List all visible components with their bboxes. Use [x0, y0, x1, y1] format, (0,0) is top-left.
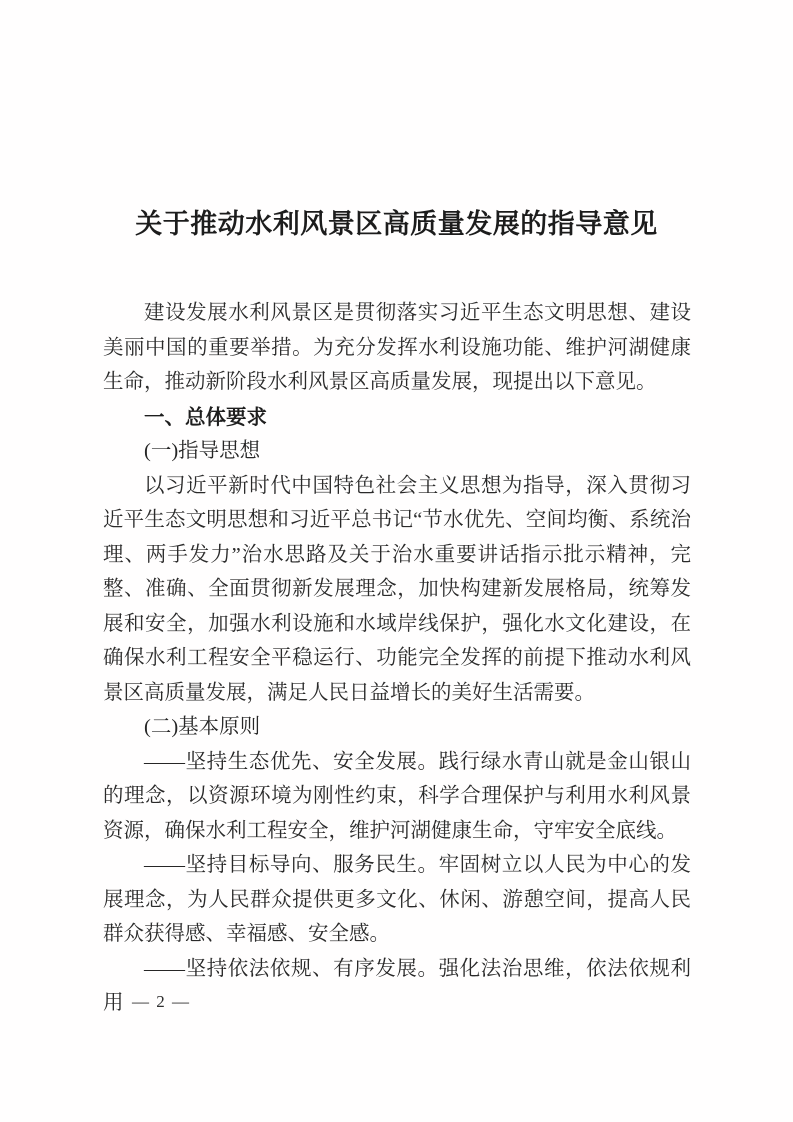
document-title: 关于推动水利风景区高质量发展的指导意见: [135, 209, 658, 239]
paragraph-preamble: 建设发展水利风景区是贯彻落实习近平生态文明思想、建设美丽中国的重要举措。为充分发挥水利设施功能、维护河湖健康生命，推动新阶段水利风景区高质量发展，现提出以下意见。: [103, 302, 691, 393]
dash-paragraph-text: 践行绿水青山就是金山银山的理念，以资源环境为刚性约束，科学合理保护与利用水利风景资源，确保水利工程安全，维护河湖健康生命，守牢安全底线。: [103, 750, 692, 842]
dash-paragraph-text: 牢固树立以人民为中心的发展理念，为人民群众提供更多文化、休闲、游憩空间，提高人民群众获得感、幸福感、安全感。: [103, 854, 692, 945]
subsection-heading-basic-principles: (二)基本原则: [144, 716, 261, 738]
dash-paragraph-lead: ——坚持生态优先、安全发展。: [144, 750, 439, 773]
document-body: [103, 296, 691, 1021]
dash-paragraph-lead: ——坚持依法依规、有序发展。: [144, 957, 439, 980]
page-number: — 2 —: [132, 992, 191, 1011]
dash-paragraph-goal-oriented-serve-people: [103, 848, 691, 952]
subsection-heading-guiding-ideology: (一)指导思想: [144, 440, 261, 462]
dash-paragraph-lawful-orderly-development: [103, 952, 691, 1021]
dash-paragraph-ecology-priority-safety: [103, 745, 691, 849]
dash-paragraph-text: 强化法治思维，依法依规利用: [103, 957, 692, 1014]
paragraph-guiding-ideology: 以习近平新时代中国特色社会主义思想为指导，深入贯彻习近平生态文明思想和习近平总书记“节水优先、空间均衡、系统治理、两手发力”治水思路及关于治水重要讲话指示批示精神，完整、准确、全面贯彻新发展理念，加快构建新发展格局，统筹发展和安全，加强水利设施和水域岸线保护，强化水文化建设，在确保水利工程安全平稳运行、功能完全发挥的前提下推动水利风景区高质量发展，满足人民日益增长的美好生活需要。: [103, 474, 691, 704]
section-heading-overall-requirements: 一、总体要求: [144, 404, 267, 429]
dash-paragraph-lead: ——坚持目标导向、服务民生。: [144, 854, 439, 876]
